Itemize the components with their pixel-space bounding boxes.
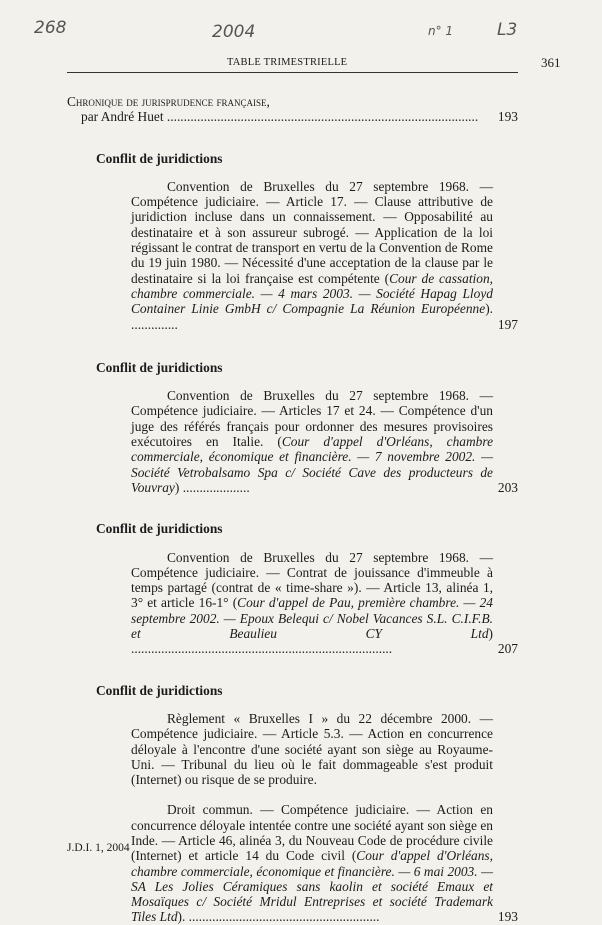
section-page: 207 — [497, 641, 518, 657]
section-summary — [131, 802, 493, 924]
handwritten-annotation-left: 268 — [34, 18, 67, 38]
page-number: 361 — [541, 55, 561, 70]
chronique-author-line — [67, 109, 518, 124]
summary-citation: Cour de cassation, chambre commerciale. — 4 mars 2003. — Société Hapag Lloyd Container Linie GmbH c/ Compagnie La Réunion Européenne — [131, 270, 493, 317]
running-title: TABLE TRIMESTRIELLE — [227, 57, 348, 68]
section-summary — [131, 388, 493, 495]
leader-dots: .................... — [179, 479, 250, 495]
section-page: 193 — [497, 909, 518, 925]
section-title: Conflit de juridictions — [96, 521, 223, 537]
section-page: 203 — [497, 479, 518, 495]
summary-citation: Cour d'appel d'Orléans, chambre commerciale, économique et financière. — 7 novembre 2002. — Société Vetrobalsamo Spa c/ Société Cave des producteurs de Vouvray — [131, 434, 494, 495]
handwritten-annotation-center: 2004 — [212, 22, 256, 42]
toc-section — [67, 521, 518, 656]
section-summary-block — [67, 550, 518, 657]
header-rule — [67, 72, 518, 73]
handwritten-annotation-number: n° 1 — [428, 24, 454, 38]
table-of-contents — [67, 94, 518, 925]
section-summary-block — [67, 179, 518, 332]
section-title: Conflit de juridictions — [96, 150, 223, 166]
leader-dots: .............. — [131, 316, 178, 332]
section-summary — [131, 179, 493, 332]
section-title: Conflit de juridictions — [96, 682, 223, 698]
section-summary-block — [67, 388, 518, 495]
chronique-entry — [67, 94, 518, 125]
section-summary-first — [131, 711, 493, 787]
chronique-author: par André Huet ..... — [81, 109, 478, 124]
summary-text: Droit commun. — Compétence judiciaire. — Action en concurrence déloyale intentée contre une société ayant son siège en Inde. — Article 46, alinéa 3, du Nouveau Code de procédure civile (Internet) et article 14 du Code civil (Cour d'appel d'Orléans, chambre commerciale, économique et financière. — 6 mai 2003. — SA Les Jolies Céramiques sans kaolin et société Emaux et Mosaïques c/ Société Mridul Entreprises et société Trademark Tiles Ltd). ......................................................... — [131, 802, 493, 925]
summary-text: Règlement « Bruxelles I » du 22 décembre 2000. — Compétence judiciaire. — Article 5.3. — Action en concurrence déloyale à l'encontre d'une société ayant son siège au Royaume-Uni. — Tribunal du lieu où le fait dommageable s'est produit (Internet) ou risque de se produire. — [131, 710, 493, 788]
toc-section — [67, 360, 518, 495]
footer-journal-reference: J.D.I. 1, 2004 — [67, 842, 130, 854]
handwritten-annotation-right: L3 — [497, 20, 518, 40]
chronique-title: Chronique de jurisprudence française, — [67, 94, 270, 109]
toc-section — [67, 683, 518, 925]
summary-text: Convention de Bruxelles du 27 septembre 1968. — Compétence judiciaire. — Articles 17 et 24. — Compétence d'un juge des référés français pour ordonner des mesures provisoires exécutoires en Italie. (Cour d'appel d'Orléans, chambre commerciale, économique et financière. — 7 novembre 2002. — Société Vetrobalsamo Spa c/ Société Cave des producteurs de Vouvray) .................... — [131, 388, 494, 495]
section-summary — [131, 550, 493, 657]
leader-dots: ......................................................... — [185, 909, 380, 925]
toc-section — [67, 151, 518, 332]
chronique-page: 193 — [497, 109, 518, 125]
leader-dots: .............................................................................. — [131, 641, 393, 657]
summary-citation: Cour d'appel de Pau, première chambre. — 24 septembre 2002. — Epoux Belequi c/ Nobel Vacances S.L. C.I.F.B. et Beaulieu CY Ltd — [131, 595, 493, 642]
summary-text: Convention de Bruxelles du 27 septembre 1968. — Compétence judiciaire. — Article 17. — Clause attributive de juridiction incluse dans un connaissement. — Opposabilité au destinataire et à son assureur subrogé. — Application de la loi régissant le contrat de transport en vertu de la Convention de Rome du 19 juin 1980. — Nécessité d'une acceptation de la clause par le destinataire si la loi française est compétente (Cour de cassation, chambre commerciale. — 4 mars 2003. — Société Hapag Lloyd Container Linie GmbH c/ Compagnie La Réunion Européenne). .............. — [131, 178, 493, 332]
summary-text: Convention de Bruxelles du 27 septembre 1968. — Compétence judiciaire. — Contrat de jouissance d'immeuble à temps partagé (contrat de « time-share »). — Article 13, alinéa 1, 3° et article 16-1° (Cour d'appel de Pau, première chambre. — 24 septembre 2002. — Epoux Belequi c/ Nobel Vacances S.L. C.I.F.B. et Beaulieu CY Ltd) .............................................................................. — [131, 549, 493, 657]
section-summary-block — [67, 802, 518, 924]
section-title: Conflit de juridictions — [96, 359, 223, 375]
section-page: 197 — [497, 316, 518, 332]
summary-citation: Cour d'appel d'Orléans, chambre commerciale, économique et financière. — 6 mai 2003. — SA Les Jolies Céramiques sans kaolin et société Emaux et Mosaïques c/ Société Mridul Entreprises et société Trademark Tiles Ltd — [131, 848, 493, 925]
